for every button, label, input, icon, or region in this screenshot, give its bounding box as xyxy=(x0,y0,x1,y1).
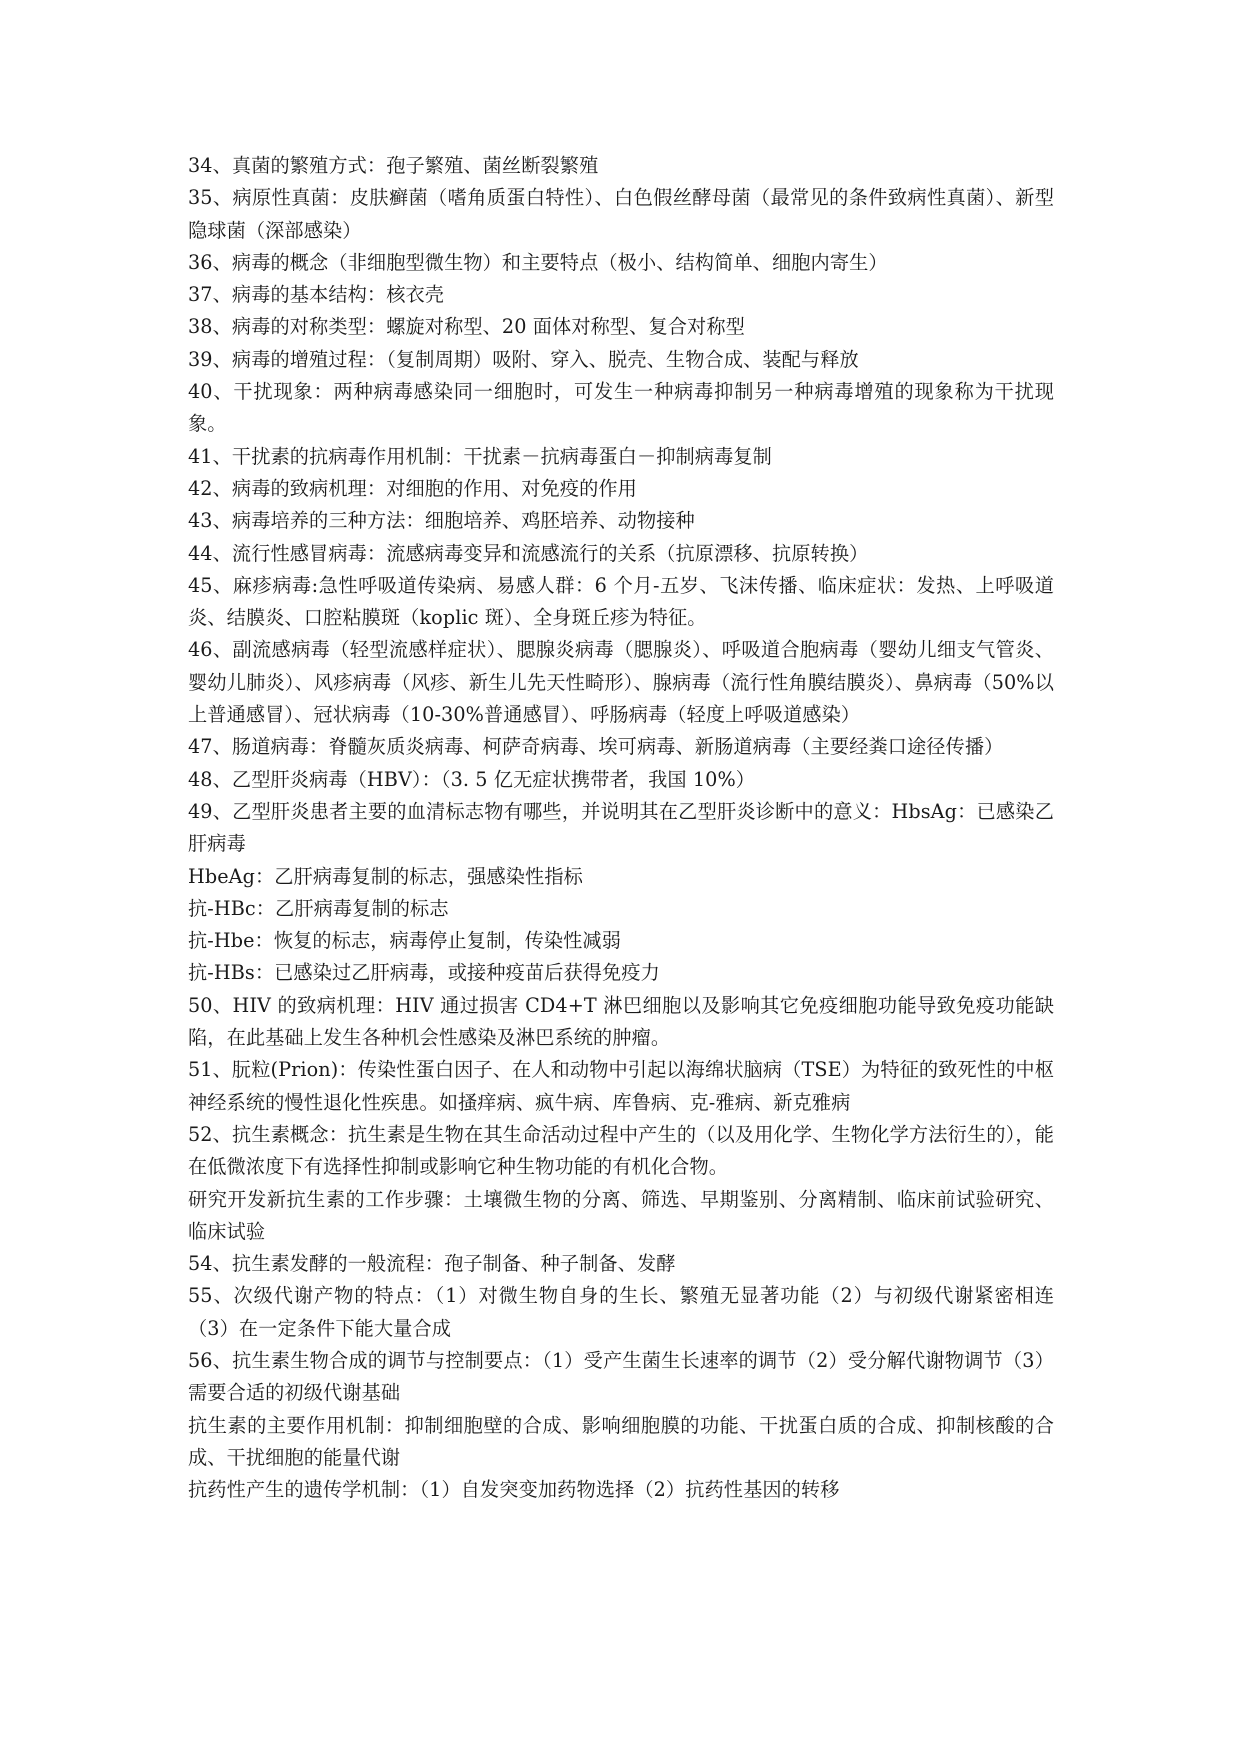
paragraph-44: 44、流行性感冒病毒：流感病毒变异和流感流行的关系（抗原漂移、抗原转换） xyxy=(188,541,869,565)
paragraph-40: 40、干扰现象：两种病毒感染同一细胞时，可发生一种病毒抑制另一种病毒增殖的现象称为干扰现象。 xyxy=(188,380,1054,436)
paragraph-research-steps: 研究开发新抗生素的工作步骤：土壤微生物的分离、筛选、早期鉴别、分离精制、临床前试验研究、临床试验 xyxy=(188,1187,1054,1243)
paragraph-34: 34、真菌的繁殖方式：孢子繁殖、菌丝断裂繁殖 xyxy=(188,154,599,177)
paragraph-39: 39、病毒的增殖过程：（复制周期）吸附、穿入、脱壳、生物合成、装配与释放 xyxy=(188,347,859,371)
paragraph-47: 47、肠道病毒：脊髓灰质炎病毒、柯萨奇病毒、埃可病毒、新肠道病毒（主要经粪口途径传播） xyxy=(188,735,1004,759)
paragraph-resistance: 抗药性产生的遗传学机制：（1）自发突变加药物选择（2）抗药性基因的转移 xyxy=(188,1478,840,1502)
paragraph-37: 37、病毒的基本结构：核衣壳 xyxy=(188,283,445,307)
paragraph-mechanism: 抗生素的主要作用机制：抑制细胞壁的合成、影响细胞膜的功能、干扰蛋白质的合成、抑制核酸的合成、干扰细胞的能量代谢 xyxy=(188,1413,1054,1469)
paragraph-48: 48、乙型肝炎病毒（HBV）：（3. 5 亿无症状携带者，我国 10%） xyxy=(188,767,756,791)
paragraph-50: 50、HIV 的致病机理：HIV 通过损害 CD4+T 淋巴细胞以及影响其它免疫细胞功能导致免疫功能缺陷，在此基础上发生各种机会性感染及淋巴系统的肿瘤。 xyxy=(188,993,1054,1050)
paragraph-hbeag: HbeAg：乙肝病毒复制的标志，强感染性指标 xyxy=(188,864,583,888)
paragraph-anti-hbs: 抗-HBs：已感染过乙肝病毒，或接种疫苗后获得免疫力 xyxy=(188,961,660,985)
paragraph-anti-hbe: 抗-Hbe：恢复的标志，病毒停止复制，传染性减弱 xyxy=(188,929,622,953)
paragraph-45: 45、麻疹病毒:急性呼吸道传染病、易感人群：6 个月-五岁、飞沫传播、临床症状：发热、上呼吸道炎、结膜炎、口腔粘膜斑（koplic 斑）、全身斑丘疹为特征。 xyxy=(188,573,1054,630)
document-body xyxy=(188,150,1054,1506)
paragraph-anti-hbc: 抗-HBc：乙肝病毒复制的标志 xyxy=(188,896,449,920)
paragraph-35: 35、病原性真菌：皮肤癣菌（嗜角质蛋白特性）、白色假丝酵母菌（最常见的条件致病性真菌）、新型隐球菌（深部感染） xyxy=(188,186,1054,242)
paragraph-52: 52、抗生素概念：抗生素是生物在其生命活动过程中产生的（以及用化学、生物化学方法衍生的），能在低微浓度下有选择性抑制或影响它种生物功能的有机化合物。 xyxy=(188,1122,1054,1179)
paragraph-42: 42、病毒的致病机理：对细胞的作用、对免疫的作用 xyxy=(188,476,637,500)
paragraph-38: 38、病毒的对称类型：螺旋对称型、20 面体对称型、复合对称型 xyxy=(188,315,745,339)
paragraph-49: 49、乙型肝炎患者主要的血清标志物有哪些，并说明其在乙型肝炎诊断中的意义：HbsAg：已感染乙肝病毒 xyxy=(188,799,1054,856)
paragraph-36: 36、病毒的概念（非细胞型微生物）和主要特点（极小、结构简单、细胞内寄生） xyxy=(188,250,888,274)
paragraph-41: 41、干扰素的抗病毒作用机制：干扰素－抗病毒蛋白－抑制病毒复制 xyxy=(188,444,772,468)
paragraph-56: 56、抗生素生物合成的调节与控制要点：（1）受产生菌生长速率的调节（2）受分解代谢物调节（3）需要合适的初级代谢基础 xyxy=(188,1348,1054,1405)
paragraph-54: 54、抗生素发酵的一般流程：孢子制备、种子制备、发酵 xyxy=(188,1252,676,1276)
paragraph-55: 55、次级代谢产物的特点：（1）对微生物自身的生长、繁殖无显著功能（2）与初级代谢紧密相连（3）在一定条件下能大量合成 xyxy=(188,1284,1054,1340)
paragraph-51: 51、朊粒(Prion)：传染性蛋白因子、在人和动物中引起以海绵状脑病（TSE）为特征的致死性的中枢神经系统的慢性退化性疾患。如搔痒病、疯牛病、库鲁病、克-雅病、新克雅病 xyxy=(188,1058,1054,1114)
paragraph-43: 43、病毒培养的三种方法：细胞培养、鸡胚培养、动物接种 xyxy=(188,509,695,533)
paragraph-46: 46、副流感病毒（轻型流感样症状）、腮腺炎病毒（腮腺炎）、呼吸道合胞病毒（婴幼儿细支气管炎、婴幼儿肺炎）、风疹病毒（风疹、新生儿先天性畸形）、腺病毒（流行性角膜结膜炎）、鼻病毒（50%以上普通感冒）、冠状病毒（10-30%普通感冒）、呼肠病毒（轻度上呼吸道感染） xyxy=(188,638,1054,727)
